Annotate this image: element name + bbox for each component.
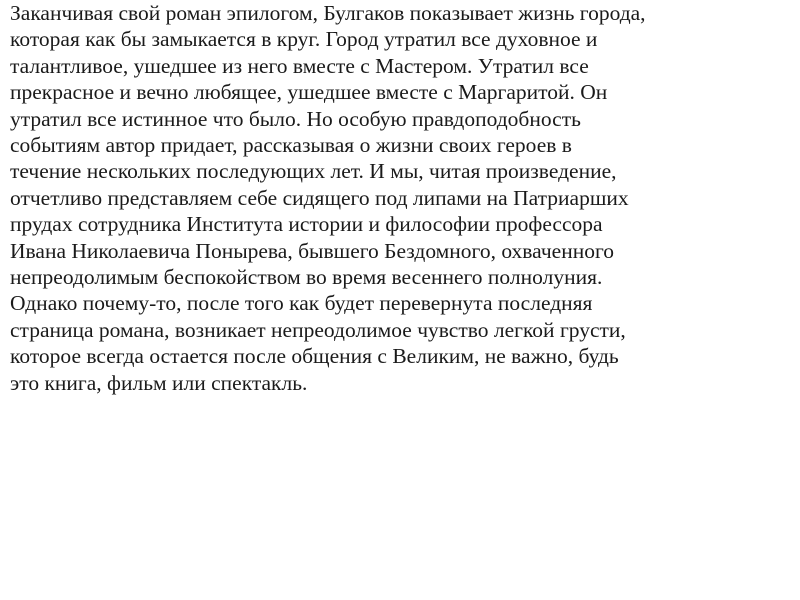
paragraph-line: которая как бы замыкается в круг. Город утратил все духовное и bbox=[10, 27, 598, 52]
paragraph-line: событиям автор придает, рассказывая о жизни своих героев в bbox=[10, 133, 572, 158]
paragraph-line: это книга, фильм или спектакль. bbox=[10, 370, 308, 395]
paragraph-line: непреодолимым беспокойством во время весеннего полнолуния. bbox=[10, 265, 603, 290]
paragraph-line: страница романа, возникает непреодолимое чувство легкой грусти, bbox=[10, 317, 626, 342]
body-paragraph bbox=[10, 0, 795, 396]
paragraph-line: Заканчивая свой роман эпилогом, Булгаков показывает жизнь города, bbox=[10, 1, 646, 25]
paragraph-line: отчетливо представляем себе сидящего под липами на Патриарших bbox=[10, 185, 629, 210]
paragraph-line: которое всегда остается после общения с Великим, не важно, будь bbox=[10, 344, 619, 369]
paragraph-line: прудах сотрудника Института истории и философии профессора bbox=[10, 212, 603, 237]
paragraph-line: Ивана Николаевича Понырева, бывшего Бездомного, охваченного bbox=[10, 238, 614, 263]
paragraph-line: утратил все истинное что было. Но особую правдоподобность bbox=[10, 106, 581, 131]
paragraph-line: талантливое, ушедшее из него вместе с Мастером. Утратил все bbox=[10, 53, 589, 78]
paragraph-line: Однако почему-то, после того как будет перевернута последняя bbox=[10, 291, 593, 316]
paragraph-line: течение нескольких последующих лет. И мы, читая произведение, bbox=[10, 159, 617, 184]
paragraph-line: прекрасное и вечно любящее, ушедшее вместе с Маргаритой. Он bbox=[10, 80, 608, 105]
